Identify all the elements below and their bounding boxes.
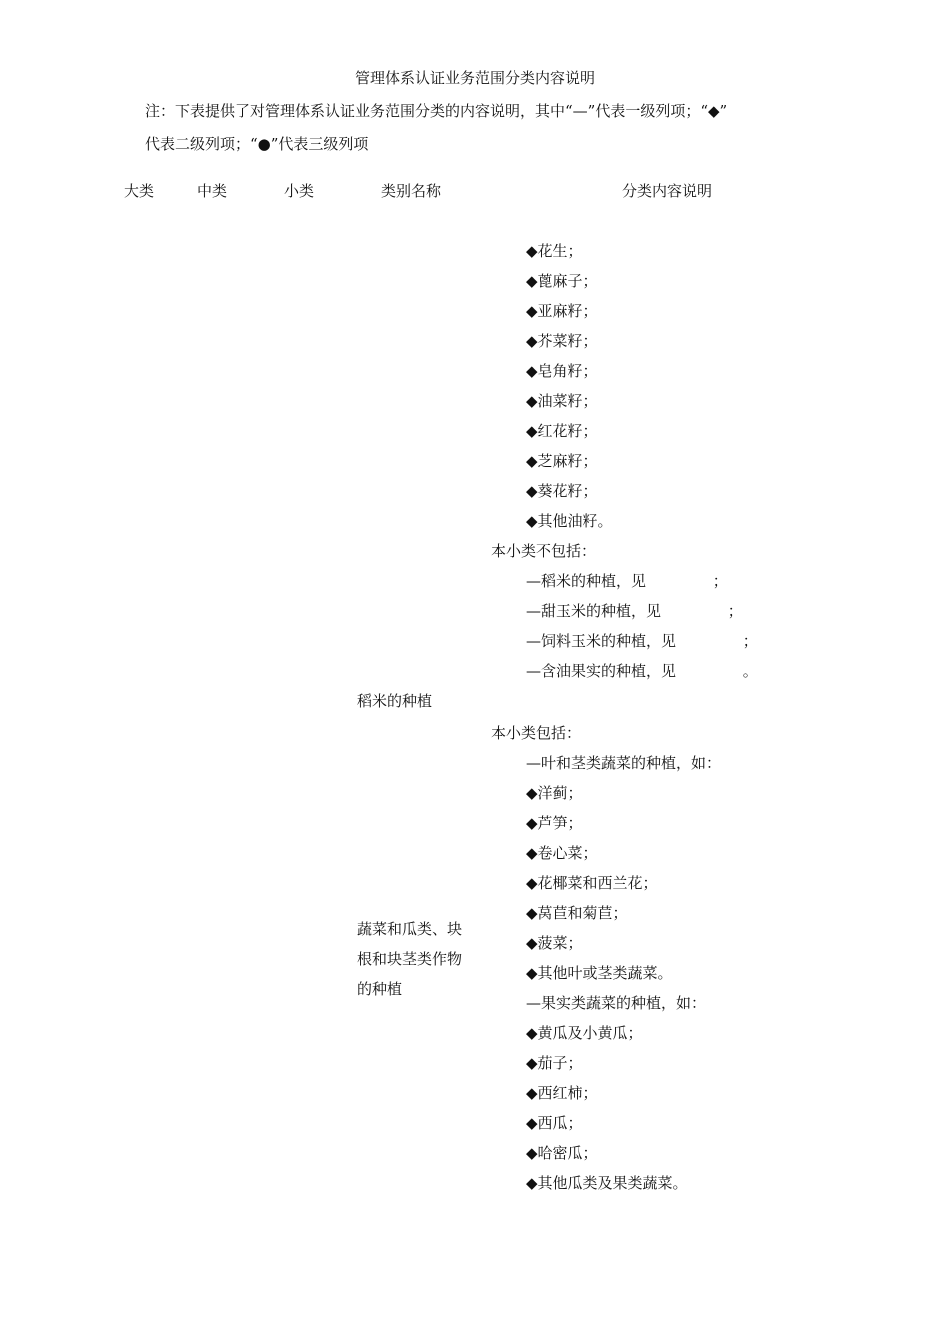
list-item: ◆洋蓟； [526, 784, 583, 802]
list-item: ◆其他瓜类及果类蔬菜。 [526, 1174, 688, 1192]
page-title: 管理体系认证业务范围分类内容说明 [354, 69, 595, 87]
header-description: 分类内容说明 [622, 182, 713, 200]
list-item: —含油果实的种植，见 。 [526, 662, 758, 680]
list-item: ◆芦笋； [526, 814, 583, 832]
header-major-category: 大类 [124, 182, 155, 200]
list-item: ◆西红柿； [526, 1084, 598, 1102]
list-item: ◆油菜籽； [526, 392, 598, 410]
header-category-name: 类别名称 [381, 182, 442, 200]
list-item: —稻米的种植，见 ； [526, 572, 728, 590]
list-item: ◆红花籽； [526, 422, 598, 440]
list-item: ◆菠菜； [526, 934, 583, 952]
list-item: ◆花生； [526, 242, 583, 260]
section-heading: 本小类不包括： [491, 542, 597, 560]
list-item: ◆蓖麻子； [526, 272, 598, 290]
list-item: ◆其他油籽。 [526, 512, 613, 530]
header-minor-category: 小类 [284, 182, 315, 200]
list-item: —果实类蔬菜的种植，如： [526, 994, 707, 1012]
header-middle-category: 中类 [197, 182, 228, 200]
list-item: —甜玉米的种植，见 ； [526, 602, 743, 620]
list-item: ◆亚麻籽； [526, 302, 598, 320]
list-item: ◆西瓜； [526, 1114, 583, 1132]
list-item: ◆哈密瓜； [526, 1144, 598, 1162]
list-item: ◆卷心菜； [526, 844, 598, 862]
category-name-line: 的种植 [357, 980, 403, 998]
list-item: ◆葵花籽； [526, 482, 598, 500]
category-name-line: 根和块茎类作物 [357, 950, 463, 968]
note-line-1: 注：下表提供了对管理体系认证业务范围分类的内容说明，其中“—”代表一级列项；“◆” [145, 102, 728, 120]
category-name-vegetables [357, 914, 462, 1004]
list-item: ◆黄瓜及小黄瓜； [526, 1024, 643, 1042]
category-name-rice: 稻米的种植 [357, 692, 433, 710]
list-item: ◆其他叶或茎类蔬菜。 [526, 964, 673, 982]
list-item: ◆皂角籽； [526, 362, 598, 380]
note-line-2: 代表二级列项；“●”代表三级列项 [145, 135, 369, 153]
list-item: ◆花椰菜和西兰花； [526, 874, 658, 892]
category-name-line: 蔬菜和瓜类、块 [357, 920, 463, 938]
section-heading: 本小类包括： [491, 724, 582, 742]
list-item: ◆芝麻籽； [526, 452, 598, 470]
list-item: —饲料玉米的种植，见 ； [526, 632, 758, 650]
list-item: ◆莴苣和菊苣； [526, 904, 628, 922]
list-item: ◆芥菜籽； [526, 332, 598, 350]
list-item: ◆茄子； [526, 1054, 583, 1072]
list-item: —叶和茎类蔬菜的种植，如： [526, 754, 722, 772]
